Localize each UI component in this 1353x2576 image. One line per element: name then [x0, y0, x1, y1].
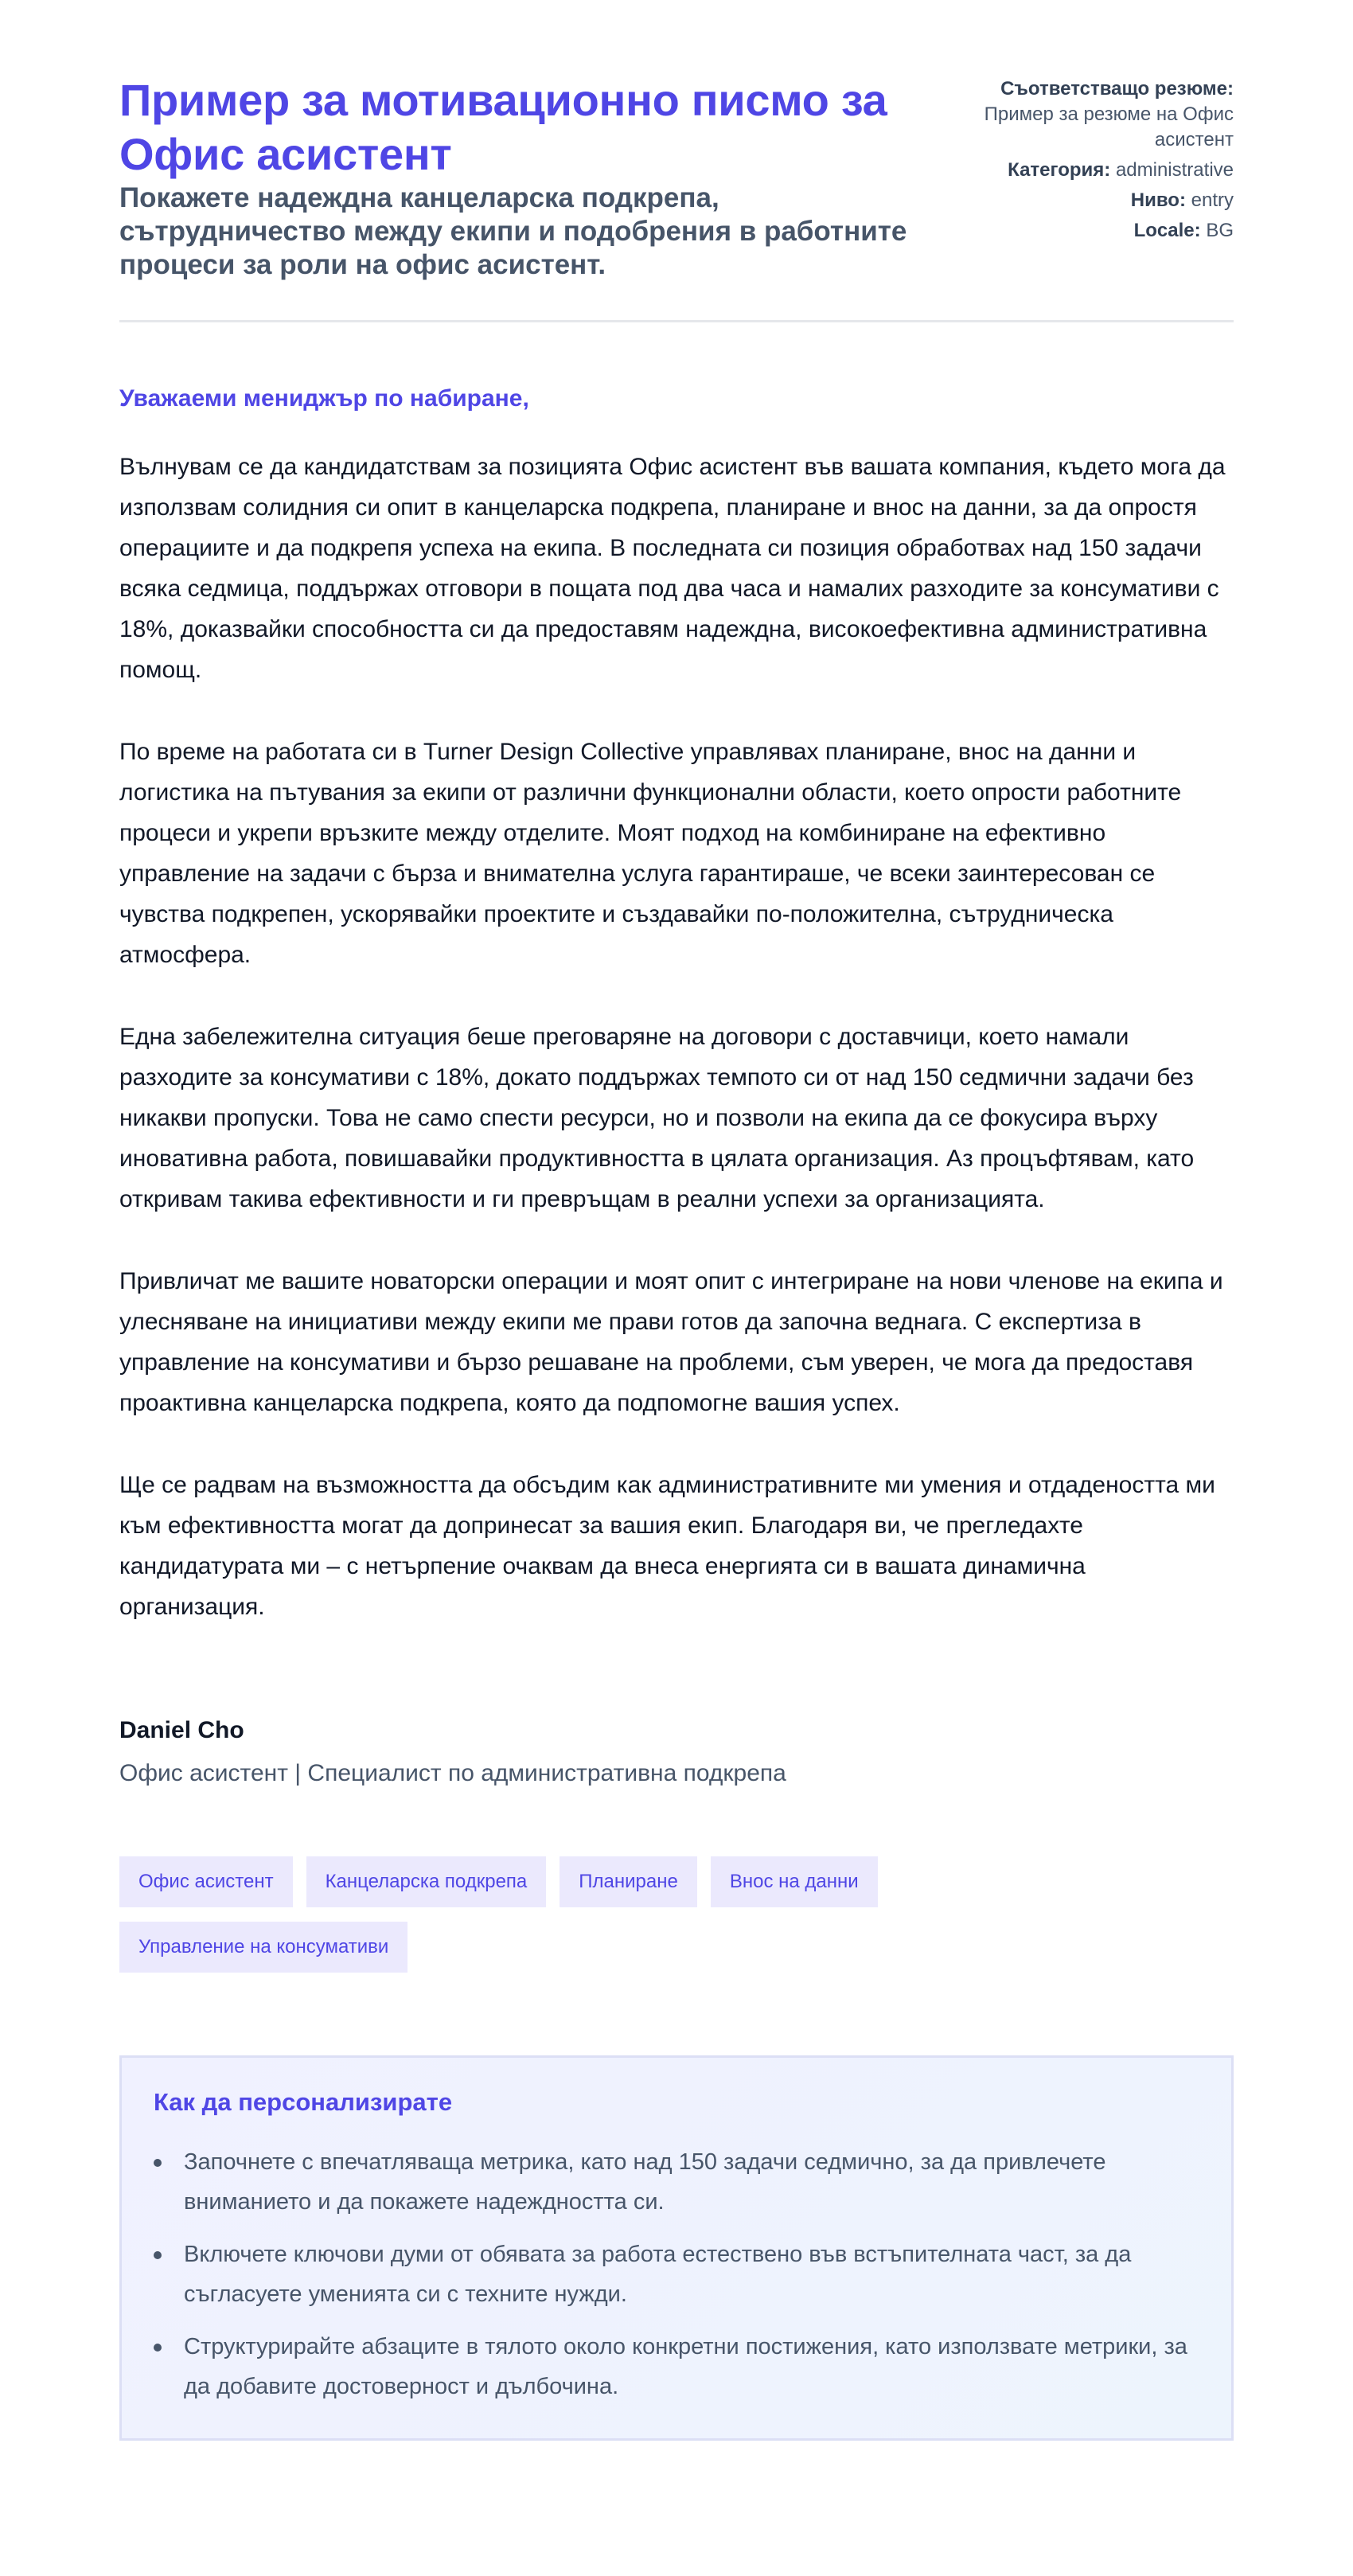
meta-category: [971, 158, 1234, 183]
bullet-icon: [154, 2344, 162, 2352]
signature: [119, 1715, 1234, 1790]
page-header: [119, 73, 1234, 322]
skill-tag[interactable]: Планиране: [560, 1856, 697, 1907]
skill-tag[interactable]: Офис асистент: [119, 1856, 293, 1907]
signature-title: Офис асистент | Специалист по административна подкрепа: [119, 1760, 786, 1786]
header-titles: [119, 73, 947, 282]
letter-paragraph: Една забележителна ситуация беше преговаряне на договори с доставчици, което намали разходите за консумативи с 18%, докато поддържах темпото си от над 150 седмични задачи без никакви пропуски. Това не само спести ресурси, но и позволи на екипа да се фокусира върху иновативна работа, повишавайки продуктивността в цялата организация. Аз процъфтявам, като откривам такива ефективности и ги превръщам в реални успехи за организацията.: [119, 1024, 1195, 1212]
meta-level-label: Ниво:: [1130, 189, 1186, 211]
meta-level-value: entry: [1191, 189, 1234, 211]
meta-category-label: Категория:: [1008, 159, 1111, 181]
bullet-icon: [154, 2251, 162, 2259]
meta-category-value: administrative: [1115, 159, 1234, 181]
skill-tag[interactable]: Управление на консумативи: [119, 1922, 407, 1973]
meta-locale: [971, 218, 1234, 244]
tip-item: [184, 2142, 1199, 2222]
bullet-icon: [154, 2159, 162, 2167]
meta-resume: [971, 76, 1234, 153]
meta-info: [971, 73, 1234, 248]
skill-tag[interactable]: Канцеларска подкрепа: [306, 1856, 547, 1907]
meta-level: [971, 188, 1234, 213]
letter-body: [119, 383, 1234, 1790]
skill-tags: [119, 1856, 995, 1973]
meta-locale-label: Locale:: [1133, 220, 1201, 241]
tip-text: Структурирайте абзаците в тялото около конкретни постижения, като използвате метрики, за да добавите достоверност и дълбочина.: [184, 2334, 1187, 2399]
letter-paragraph: Ще се радвам на възможността да обсъдим как административните ми умения и отдадеността ми към ефективността могат да допринесат за вашия екип. Благодаря ви, че прегледахте кандидатурата ми – с нетърпение очаквам да внеса енергията си в вашата динамична организация.: [119, 1472, 1215, 1620]
skill-tag[interactable]: Внос на данни: [711, 1856, 878, 1907]
page-title: Пример за мотивационно писмо за Офис асистент: [119, 75, 887, 179]
salutation: Уважаеми мениджър по набиране,: [119, 385, 529, 412]
letter-paragraph: По време на работата си в Turner Design Collective управлявах планиране, внос на данни и логистика на пътувания за екипи от различни функционални области, което опрости работните процеси и укрепи връзките между отделите. Моят подход на комбиниране на ефективно управление на задачи с бърза и внимателна услуга гарантираше, че всеки заинтересован се чувства подкрепен, ускорявайки проектите и създавайки по-положителна, сътрудническа атмосфера.: [119, 739, 1182, 968]
tips-list: [154, 2142, 1199, 2406]
signature-name: Daniel Cho: [119, 1717, 244, 1743]
meta-resume-link[interactable]: Пример за резюме на Офис асистент: [984, 103, 1234, 150]
tips-title: Как да персонализирате: [154, 2088, 453, 2116]
letter-paragraph: Привличат ме вашите новаторски операции и моят опит с интегриране на нови членове на екипа и улесняване на инициативи между екипи ме прави готов да започна веднага. С експертиза в управление на консумативи и бързо решаване на проблеми, съм уверен, че мога да предоставя проактивна канцеларска подкрепа, която да подпомогне вашия успех.: [119, 1268, 1223, 1416]
meta-locale-value: BG: [1206, 220, 1234, 241]
tip-item: [184, 2234, 1199, 2314]
cover-letter-page: [119, 0, 1234, 2441]
meta-resume-label: Съответстващо резюме:: [1000, 78, 1234, 100]
page-subtitle: Покажете надеждна канцеларска подкрепа, сътрудничество между екипи и подобрения в работните процеси за роли на офис асистент.: [119, 182, 907, 280]
letter-paragraph: Вълнувам се да кандидатствам за позицията Офис асистент във вашата компания, където мога да използвам солидния си опит в канцеларска подкрепа, планиране и внос на данни, за да опростя операциите и да подкрепя успеха на екипа. В последната си позиция обработвах над 150 задачи всяка седмица, поддържах отговори в пощата под два часа и намалих разходите за консумативи с 18%, доказвайки способността си да предоставям надеждна, високоефективна административна помощ.: [119, 454, 1226, 683]
tip-text: Включете ключови думи от обявата за работа естествено във встъпителната част, за да съгласуете уменията си с техните нужди.: [184, 2242, 1132, 2307]
tip-text: Започнете с впечатляваща метрика, като над 150 задачи седмично, за да привлечете вниманието и да покажете надеждността си.: [184, 2149, 1106, 2215]
personalization-tips: [119, 2055, 1234, 2441]
tip-item: [184, 2327, 1199, 2406]
